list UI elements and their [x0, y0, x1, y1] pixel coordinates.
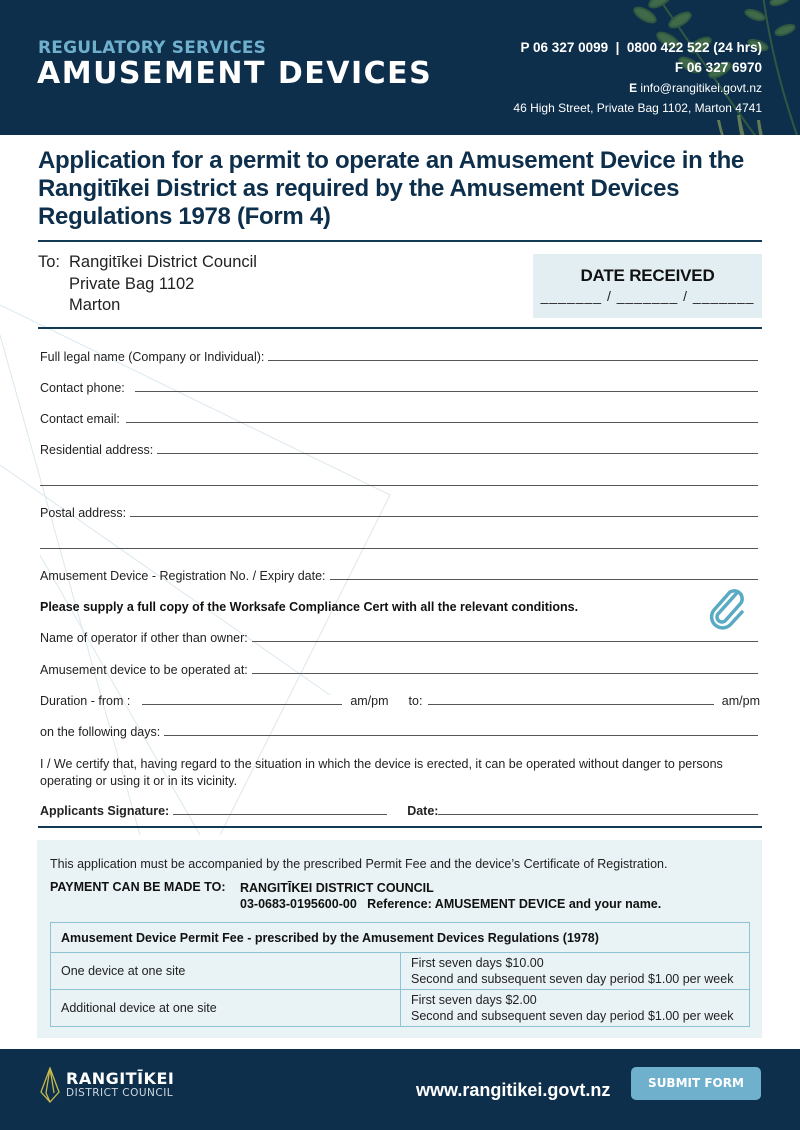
table-row: [51, 990, 750, 1027]
following-days-input[interactable]: [164, 724, 758, 736]
contact-email-field: [40, 408, 758, 426]
department-label: REGULATORY SERVICES: [38, 38, 267, 58]
residential-address-input[interactable]: [157, 442, 758, 454]
fee-amount: [401, 990, 750, 1027]
council-logo-icon: [38, 1067, 62, 1103]
recipient-line: Marton: [69, 296, 121, 314]
council-brand-sub: DISTRICT COUNCIL: [66, 1087, 174, 1099]
fee-table-header-row: [51, 923, 750, 953]
duration-to-label: to:: [408, 694, 423, 708]
field-label: Residential address:: [40, 443, 154, 457]
fee-line: Second and subsequent seven day period $1.00 per week: [411, 1009, 734, 1023]
footer: [0, 1049, 800, 1130]
field-label: Amusement Device - Registration No. / Expiry date:: [40, 569, 326, 583]
address-line: 46 High Street, Private Bag 1102, Marton 4741: [513, 101, 762, 115]
registration-expiry-field: [40, 565, 758, 583]
divider: [38, 327, 762, 329]
fee-item: One device at one site: [51, 953, 401, 990]
paperclip-icon[interactable]: [708, 588, 748, 632]
contact-block: [513, 38, 762, 118]
form-title: Application for a permit to operate an Amusement Device in the Rangitīkei District as required by the Amusement Devices Regulations 1978 (Form 4): [38, 147, 744, 230]
compliance-note: Please supply a full copy of the Worksafe Compliance Cert with all the relevant conditions.: [40, 600, 579, 614]
postal-address-line-2: [40, 534, 758, 552]
full-legal-name-field: [40, 346, 758, 364]
signature-row: [40, 800, 758, 818]
submit-form-button[interactable]: SUBMIT FORM: [631, 1067, 761, 1100]
postal-address-field: [40, 502, 758, 520]
divider: [38, 826, 762, 828]
operator-name-input[interactable]: [252, 630, 758, 642]
date-received-title: DATE RECEIVED: [580, 266, 715, 285]
fax-line: F 06 327 6970: [674, 60, 762, 75]
payment-label: PAYMENT CAN BE MADE TO:: [50, 880, 226, 894]
recipient-line: Rangitīkei District Council: [69, 253, 257, 271]
certification-text: I / We certify that, having regard to the situation in which the device is erected, it can be operated without danger to persons operating or using it or in its vicinity.: [40, 757, 723, 788]
email-link[interactable]: info@rangitikei.govt.nz: [640, 81, 762, 95]
council-brand: RANGITĪKEI: [66, 1069, 175, 1088]
fee-amount: [401, 953, 750, 990]
duration-from-input[interactable]: [142, 693, 342, 705]
table-row: [51, 953, 750, 990]
signature-date-input[interactable]: [438, 803, 758, 815]
following-days-field: [40, 721, 758, 739]
residential-address-field: [40, 439, 758, 457]
payment-panel: [37, 840, 762, 1038]
field-label: Amusement device to be operated at:: [40, 663, 248, 677]
fee-table-header: Amusement Device Permit Fee - prescribed by the Amusement Devices Regulations (1978): [51, 923, 750, 953]
registration-expiry-input[interactable]: [330, 568, 758, 580]
operator-name-field: [40, 627, 758, 645]
recipient-line: Private Bag 1102: [69, 274, 195, 293]
duration-to-input[interactable]: [428, 693, 713, 705]
field-label: Full legal name (Company or Individual):: [40, 350, 265, 364]
contact-email-input[interactable]: [126, 411, 758, 423]
residential-address-line-2: [40, 471, 758, 489]
duration-from-label: Duration - from :: [40, 694, 131, 708]
header-title: AMUSEMENT DEVICES: [37, 56, 433, 91]
recipient-label: To:: [38, 253, 61, 271]
residential-address-input-2[interactable]: [40, 474, 758, 486]
postal-address-input-2[interactable]: [40, 537, 758, 549]
field-label: on the following days:: [40, 725, 161, 739]
operated-at-field: [40, 659, 758, 677]
fee-line: First seven days $2.00: [411, 993, 537, 1007]
field-label: Contact phone:: [40, 381, 125, 395]
date-label: Date:: [407, 804, 439, 818]
bank-account-reference: 03-0683-0195600-00 Reference: AMUSEMENT DEVICE and your name.: [240, 897, 662, 911]
email-prefix: E: [629, 81, 638, 95]
payee-name: RANGITĪKEI DISTRICT COUNCIL: [240, 881, 434, 895]
postal-address-input[interactable]: [130, 505, 758, 517]
field-label: Name of operator if other than owner:: [40, 631, 248, 645]
field-label: Postal address:: [40, 506, 127, 520]
website-link[interactable]: www.rangitikei.govt.nz: [416, 1080, 611, 1100]
full-legal-name-input[interactable]: [268, 349, 758, 361]
field-label: Contact email:: [40, 412, 120, 426]
payment-note: This application must be accompanied by the prescribed Permit Fee and the device’s Certificate of Registration.: [50, 857, 668, 871]
fee-line: Second and subsequent seven day period $1.00 per week: [411, 972, 734, 986]
fee-item: Additional device at one site: [51, 990, 401, 1027]
to-ampm-label: am/pm: [721, 694, 760, 708]
fee-table: [50, 922, 750, 1027]
header-banner: [0, 0, 800, 135]
signature-label: Applicants Signature:: [40, 804, 170, 818]
operated-at-input[interactable]: [252, 662, 758, 674]
signature-input[interactable]: [173, 803, 387, 815]
contact-phone-field: [40, 377, 758, 395]
date-received-field[interactable]: _______ / _______ / _______: [540, 288, 755, 304]
fee-line: First seven days $10.00: [411, 956, 544, 970]
phone-line: P 06 327 0099 | 0800 422 522 (24 hrs): [520, 40, 762, 55]
payment-details: [240, 880, 661, 912]
divider: [38, 240, 762, 242]
from-ampm-label: am/pm: [350, 694, 389, 708]
duration-field: [40, 690, 760, 708]
date-received-box: [533, 254, 762, 318]
contact-phone-input[interactable]: [135, 380, 758, 392]
